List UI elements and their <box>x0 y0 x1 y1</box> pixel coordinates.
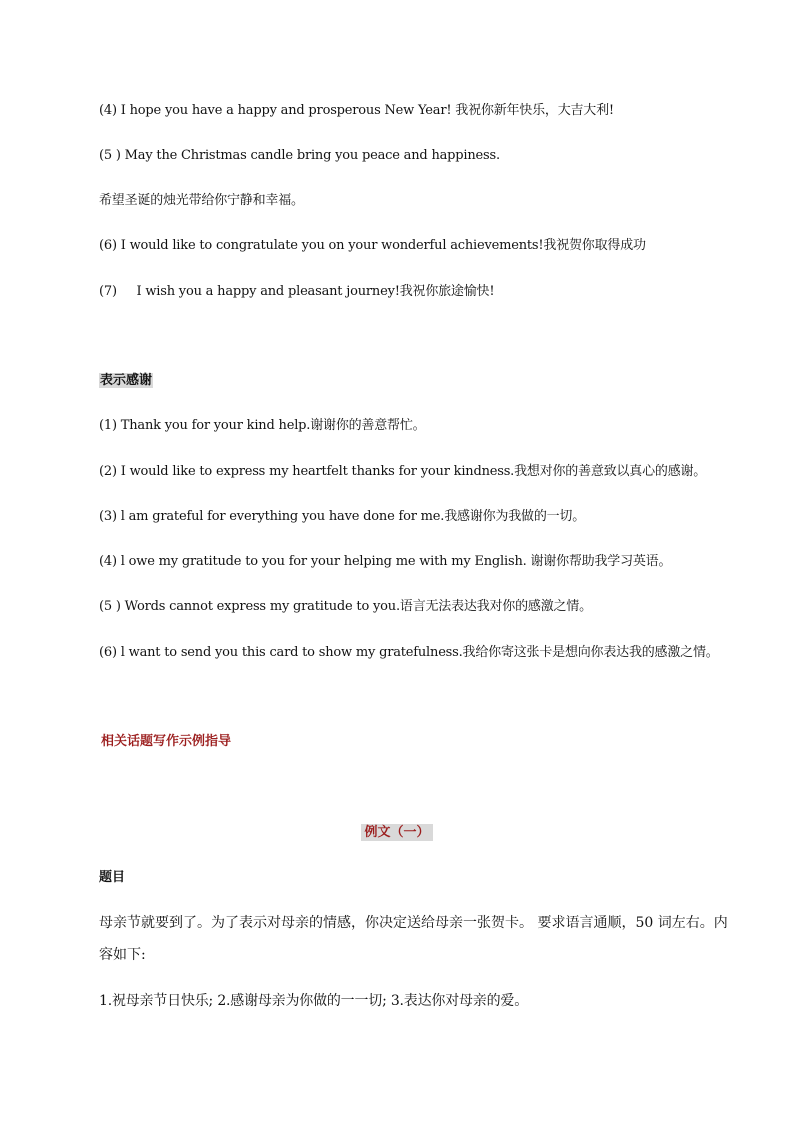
wish-line-6: (6) I would like to congratulate you on your wonderful achievements!我祝贺你取得成功 <box>99 238 646 253</box>
topic-label: 题目 <box>99 870 126 885</box>
example-heading-text: 例文（一） <box>361 824 432 841</box>
wish-line-7: (7) I wish you a happy and pleasant journey!我祝你旅途愉快! <box>99 284 495 299</box>
thanks-line-1: (1) Thank you for your kind help.谢谢你的善意帮忙。 <box>99 418 426 433</box>
thanks-line-6: (6) l want to send you this card to show my gratefulness.我给你寄这张卡是想向你表达我的感激之情。 <box>99 645 719 660</box>
thanks-line-3: (3) l am grateful for everything you have done for me.我感谢你为我做的一切。 <box>99 509 586 524</box>
wish-line-4: (4) I hope you have a happy and prosperous New Year! 我祝你新年快乐，大吉大利! <box>99 103 614 118</box>
topic-paragraph: 母亲节就要到了。为了表示对母亲的情感，你决定送给母亲一张贺卡。 要求语言通顺，50 词左右。内容如下: <box>99 915 728 963</box>
wish-line-5: (5 ) May the Christmas candle bring you peace and happiness. <box>99 148 500 163</box>
requirements-line: 1.祝母亲节日快乐; 2.感谢母亲为你做的一一切; 3.表达你对母亲的爱。 <box>99 993 529 1009</box>
wish-line-5-translation: 希望圣诞的烛光带给你宁静和幸福。 <box>99 193 304 208</box>
thanks-heading-text: 表示感谢 <box>100 373 153 388</box>
thanks-line-5: (5 ) Words cannot express my gratitude to you.语言无法表达我对你的感激之情。 <box>99 599 592 614</box>
writing-guide-heading: 相关话题写作示例指导 <box>101 734 232 749</box>
thanks-line-4: (4) l owe my gratitude to you for your helping me with my English. 谢谢你帮助我学习英语。 <box>99 554 672 569</box>
example-heading <box>0 823 794 843</box>
thanks-heading <box>99 372 153 390</box>
thanks-line-2: (2) I would like to express my heartfelt thanks for your kindness.我想对你的善意致以真心的感谢。 <box>99 464 707 479</box>
